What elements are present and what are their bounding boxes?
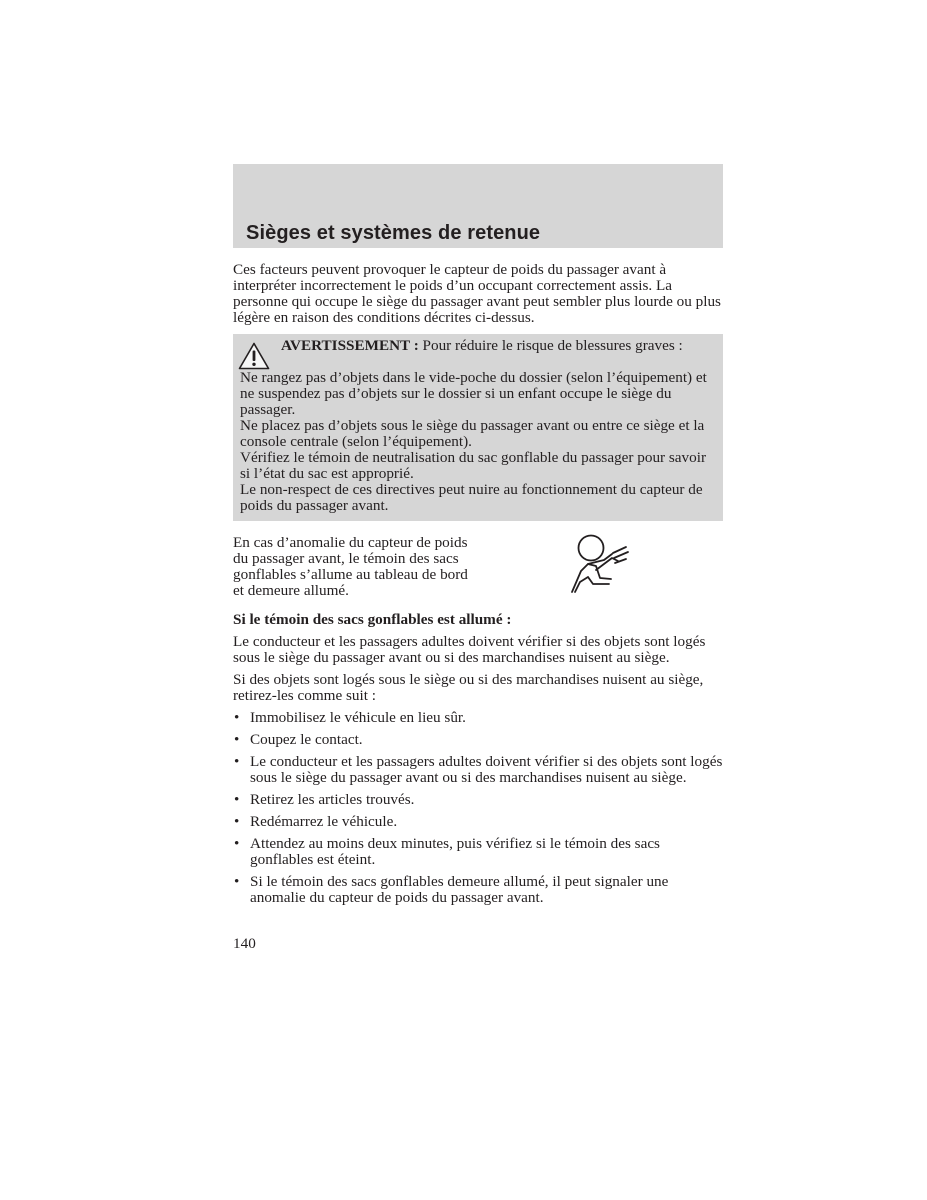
intro-paragraph: Ces facteurs peuvent provoquer le capteur de poids du passager avant à interpréter incorrectement le poids d’un occupant correctement assis. La personne qui occupe le siège du passager avant peut sembler plus lourde ou plus légère en raison des conditions décrites ci-dessus. <box>233 261 721 326</box>
list-item: • Immobilisez le véhicule en lieu sûr. <box>233 710 723 726</box>
list-item: • Attendez au moins deux minutes, puis vérifiez si le témoin des sacs gonflables est éteint. <box>233 836 723 868</box>
list-item: • Redémarrez le véhicule. <box>233 814 723 830</box>
warning-box <box>233 334 723 521</box>
manual-page <box>233 164 723 912</box>
airbag-paragraph: En cas d’anomalie du capteur de poids du passager avant, le témoin des sacs gonflables s’allume au tableau de bord et demeure allumé. <box>233 534 468 599</box>
section-title: Sièges et systèmes de retenue <box>246 222 541 244</box>
list-item: • Le conducteur et les passagers adultes doivent vérifier si des objets sont logés sous le siège du passager avant ou si des marchandises nuisent au siège. <box>233 754 723 786</box>
subheading: Si le témoin des sacs gonflables est allumé : <box>233 611 512 628</box>
warning-lead <box>240 338 715 370</box>
warning-label: AVERTISSEMENT : <box>281 337 419 354</box>
warning-line: Vérifiez le témoin de neutralisation du sac gonflable du passager pour savoir si l’état du sac est approprié. <box>240 449 707 482</box>
list-item: • Coupez le contact. <box>233 732 723 748</box>
section-header <box>233 164 723 248</box>
page-number: 140 <box>233 935 256 952</box>
steps-list <box>233 710 723 906</box>
instruction-paragraph: Si des objets sont logés sous le siège ou si des marchandises nuisent au siège, retirez-les comme suit : <box>233 671 704 704</box>
airbag-section <box>233 535 723 599</box>
warning-line: Le non-respect de ces directives peut nuire au fonctionnement du capteur de poids du passager avant. <box>240 481 703 514</box>
list-item: • Si le témoin des sacs gonflables demeure allumé, il peut signaler une anomalie du capteur de poids du passager avant. <box>233 874 723 906</box>
warning-line: Ne placez pas d’objets sous le siège du passager avant ou entre ce siège et la console centrale (selon l’équipement). <box>240 417 705 450</box>
instruction-paragraph: Le conducteur et les passagers adultes doivent vérifier si des objets sont logés sous le siège du passager avant ou si des marchandises nuisent au siège. <box>233 633 706 666</box>
warning-line: Ne rangez pas d’objets dans le vide-poche du dossier (selon l’équipement) et ne suspendez pas d’objets sur le dossier si un enfant occupe le siège du passager. <box>240 369 707 418</box>
warning-lead-text: Pour réduire le risque de blessures graves : <box>418 337 683 354</box>
warning-triangle-icon <box>238 342 270 370</box>
airbag-warning-icon <box>566 534 636 596</box>
list-item: • Retirez les articles trouvés. <box>233 792 723 808</box>
